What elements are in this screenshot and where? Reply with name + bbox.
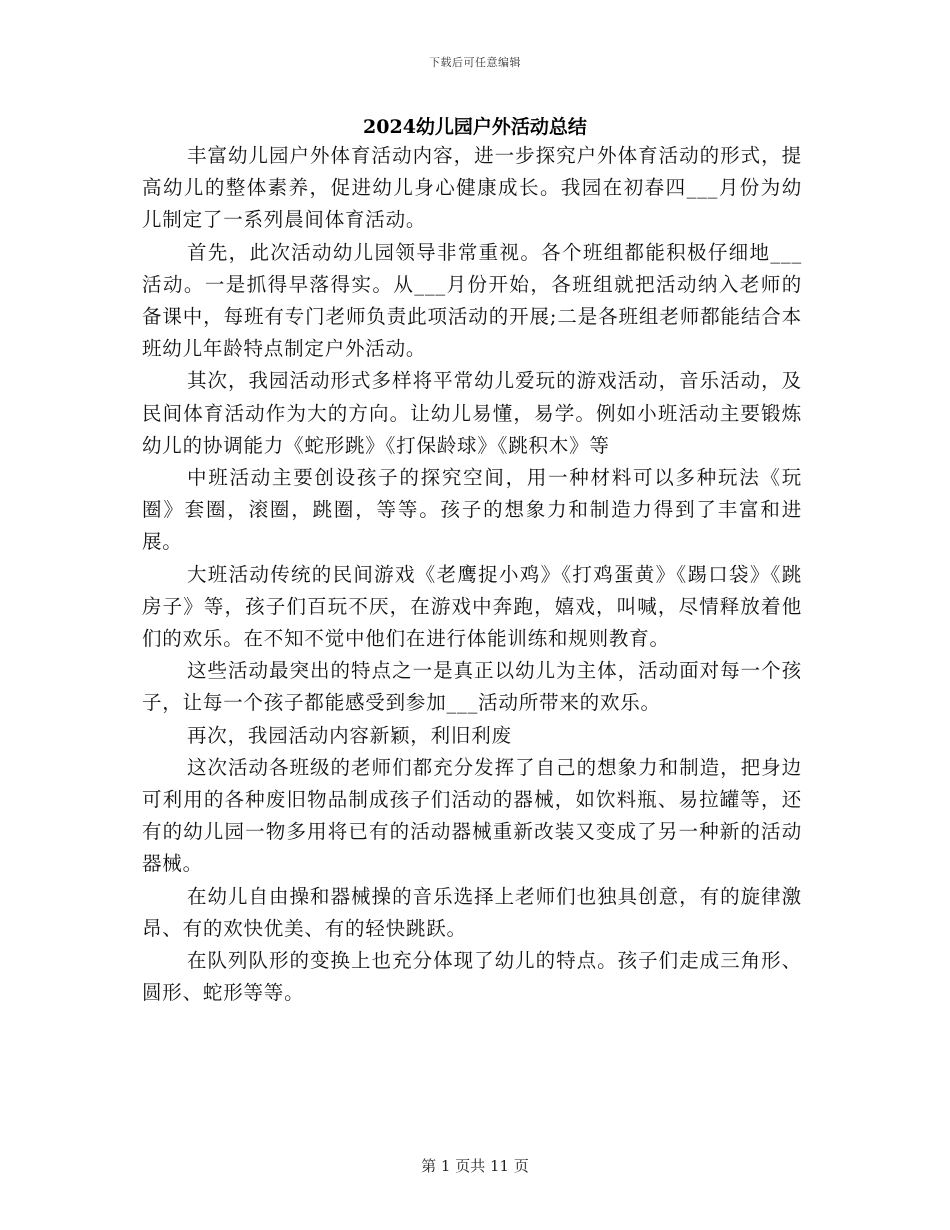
paragraph: 在幼儿自由操和器械操的音乐选择上老师们也独具创意，有的旋律激昂、有的欢快优美、有的轻快跳跃。 bbox=[142, 884, 802, 940]
paragraph: 再次，我园活动内容新颖，利旧利废 bbox=[187, 723, 512, 747]
page-footer: 第 1 页共 11 页 bbox=[421, 1157, 529, 1175]
document-body bbox=[142, 140, 802, 1009]
paragraph: 首先，此次活动幼儿园领导非常重视。各个班组都能积极仔细地___活动。一是抓得早落得实。从___月份开始，各班组就把活动纳入老师的备课中，每班有专门老师负责此项活动的开展;二是各班组老师都能结合本班幼儿年龄特点制定户外活动。 bbox=[142, 240, 802, 361]
document-title: 2024幼儿园户外活动总结 bbox=[363, 116, 587, 138]
paragraph: 这次活动各班级的老师们都充分发挥了自己的想象力和制造，把身边可利用的各种废旧物品制成孩子们活动的器械，如饮料瓶、易拉罐等，还有的幼儿园一物多用将已有的活动器械重新改装又变成了另一种新的活动器械。 bbox=[142, 755, 802, 876]
paragraph: 在队列队形的变换上也充分体现了幼儿的特点。孩子们走成三角形、圆形、蛇形等等。 bbox=[142, 949, 802, 1005]
paragraph: 大班活动传统的民间游戏《老鹰捉小鸡》《打鸡蛋黄》《踢口袋》《跳房子》等，孩子们百玩不厌，在游戏中奔跑，嬉戏，叫喊，尽情释放着他们的欢乐。在不知不觉中他们在进行体能训练和规则教育。 bbox=[142, 562, 802, 651]
paragraph: 中班活动主要创设孩子的探究空间，用一种材料可以多种玩法《玩圈》套圈，滚圈，跳圈，等等。孩子的想象力和制造力得到了丰富和进展。 bbox=[142, 466, 802, 554]
header-note: 下载后可任意编辑 bbox=[429, 56, 521, 69]
paragraph: 丰富幼儿园户外体育活动内容，进一步探究户外体育活动的形式，提高幼儿的整体素养，促进幼儿身心健康成长。我园在初春四___月份为幼儿制定了一系列晨间体育活动。 bbox=[142, 144, 802, 232]
paragraph: 这些活动最突出的特点之一是真正以幼儿为主体，活动面对每一个孩子，让每一个孩子都能感受到参加___活动所带来的欢乐。 bbox=[142, 659, 802, 715]
paragraph: 其次，我园活动形式多样将平常幼儿爱玩的游戏活动，音乐活动，及民间体育活动作为大的方向。让幼儿易懂，易学。例如小班活动主要锻炼幼儿的协调能力《蛇形跳》《打保龄球》《跳积木》等 bbox=[142, 369, 802, 457]
